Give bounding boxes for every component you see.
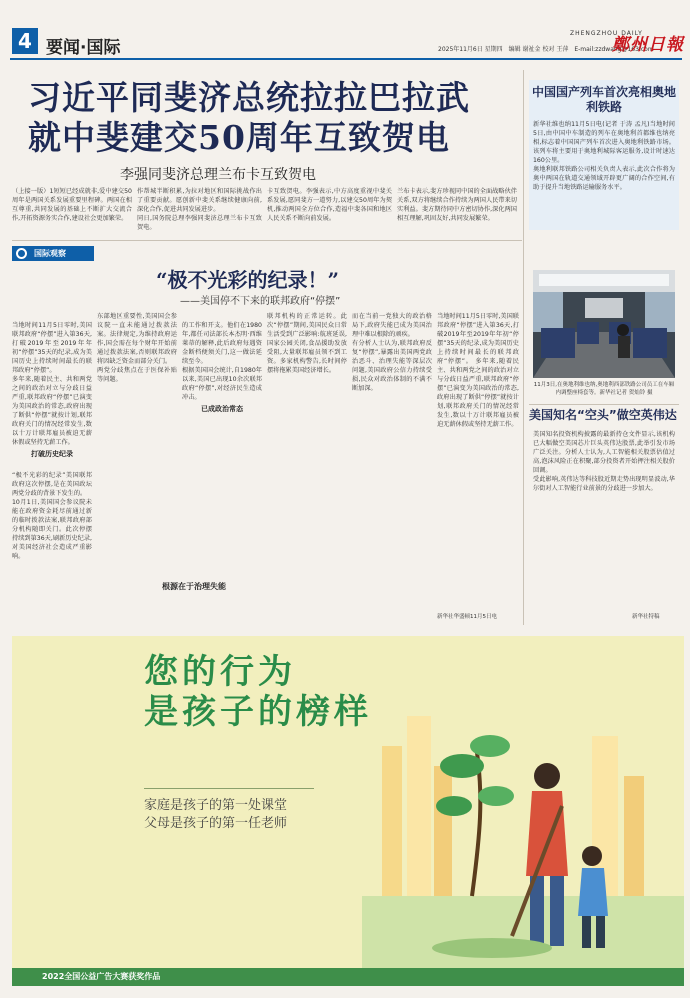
- paper-name-en: ZHENGZHOU DAILY: [570, 30, 643, 37]
- train-headline: 中国国产列车首次亮相奥地利铁路: [531, 85, 676, 114]
- feature-byline: 新华社华盛顿11月5日电: [437, 614, 497, 620]
- feature-column-5: 而在当前一党独大的政治格局下,政府失能已成为美国治理中难以根除的顽疾。 有分析人士认为,联邦政府反复“停摆”,暴露出美国两党政治恶斗、治理失能等深层次问题,美国政府公信力持续受损,民众对政治体制的不满不断加深。: [352, 313, 432, 392]
- feature-column-1: [12, 312, 92, 622]
- lead-column-1: （上接一版）1短短已经成就非,爱中建交50周年是两国关系发展重要里程碑。两国在相互尊重,共同发展的基础上不断扩大交流合作,开拓资源务实合作,建设社会更加繁荣。: [12, 188, 132, 222]
- ad-slogan: [144, 797, 287, 833]
- lead-headline-line2: 就中斐建交50周年互致贺电: [28, 118, 450, 157]
- international-tag: [12, 246, 94, 261]
- ad-rule: [144, 788, 314, 789]
- feature-column-6: 当地时间11月5日零时,美国联邦政府“停摆”进入第36天,打破2019年至2019年年初“停摆”35天的纪录,成为美国历史上持续时间最长的联邦政府“停摆”。 多年来,随着民主、共和两党之间的政治对立与分歧日益严重,联邦政府“停摆”已演变为美国政治的常态,政府出现了断供“停摆”就按计划,联邦政府关门的情况经常发生,数以十万计联邦雇员被迫无薪休假或坚持无薪工作。: [437, 313, 519, 428]
- feature-subhead-2: 已成政治常态: [201, 405, 243, 413]
- nvidia-headline: 美国知名“空头”做空英伟达: [529, 408, 677, 422]
- feature-column-2: 东部地区重要性,美国国会参议院一直未能通过拨款法案。法律规定,为维持政府运作,国会需在每个财年开始前通过拨款法案,否则联邦政府将因缺乏资金而部分关门。 两党分歧焦点在于医保补贴等问题。: [97, 313, 177, 383]
- feature-col4-text: 的工作和开支。他们在1980年,都任司法部长本杰明·西维莱蒂的解释,此后政府每遇资金断档便须关门,这一做法延续至今。 根据美国国会统计,自1980年以来,美国已出现10余次联邦政府“停摆”,对经济民生造成冲击。: [182, 322, 262, 401]
- feature-subhead-1: 打破历史纪录: [31, 450, 73, 458]
- feature-column-3: [182, 312, 262, 622]
- feature-headline: “极不光彩的纪录！”: [156, 268, 340, 292]
- lead-column-2: 作帮城半断积累,为拉对地区和国际挑战作出了重要贡献。愿创新中斐关系继续健康向前,深化合作,促进共同发展进步。 同日,国务院总理李强同斐济总理兰布卡互致贺电。: [137, 188, 262, 231]
- nvidia-story-text: 美国知名投资机构披露的最新持仓文件显示,该机构已大幅做空美国芯片巨头英伟达股票,此举引发市场广泛关注。分析人士认为,人工智能相关股票估值过高,泡沫风险正在积聚,部分投资者开始押注相关股价回调。 受此影响,英伟达等科技股近期走势出现明显波动,华尔街对人工智能行业前景的分歧进一步加大。: [533, 431, 675, 492]
- section-title: 要闻·国际: [46, 38, 121, 58]
- nvidia-byline: 新华社特稿: [632, 614, 660, 620]
- train-story-text: 新华社维也纳11月5日电(记者 于涛 孟凡)当地时间5日,由中国中车制造的列车在奥地利首都维也纳亮相,标志着中国国产列车首次进入奥地利铁路市场。该列车将主要用于奥地利城际客运服务,设计时速达160公里。 奥地利联邦铁路公司相关负责人表示,此次合作将为奥中两国在轨道交通领域开辟更广阔的合作空间,有助于提升当地铁路运输服务水平。: [533, 121, 675, 191]
- feature-column-4: 联邦机构的正常运转。此次“停摆”期间,美国民众日常生活受到广泛影响:航班延误,国家公园关闭,食品援助发放受阻,大量联邦雇员领不到工资。多家机构警告,长时间停摆将拖累美国经济增长。: [267, 313, 347, 374]
- column-divider: [523, 70, 524, 625]
- paper-logo: 鄭州日報: [612, 35, 684, 55]
- globe-icon: [16, 248, 27, 259]
- lead-column-3: 卡互致贺电。李强表示,中方高度重视中斐关系发展,愿同斐方一道努力,以建交50周年为契机,推动两国全方位合作,造福中斐各国和地区人民关系不断向前发展。: [267, 188, 392, 222]
- header-rule: [10, 58, 682, 60]
- ad-footer-text: 2022全国公益广告大赛获奖作品: [42, 972, 161, 981]
- feature-subhead-3: 根源在于治理失能: [162, 582, 226, 591]
- train-photo: [533, 270, 675, 378]
- lead-headline-line1: 习近平同斐济总统拉拉巴拉武: [28, 78, 470, 117]
- lead-column-4: 兰布卡表示,斐方珍视同中国的全面战略伙伴关系,双方将继续合作持续为两国人民带来切实利益。斐方期待同中方密切协作,深化两国相互理解,巩固友好,共同发展繁荣。: [397, 188, 517, 222]
- ad-headline-line2: 是孩子的榜样: [144, 692, 372, 732]
- lead-subheadline: 李强同斐济总理兰布卡互致贺电: [120, 167, 316, 183]
- lead-headline: [28, 78, 508, 158]
- parent-child-planting-illustration: [362, 706, 684, 968]
- ad-slogan-line1: 家庭是孩子的第一处课堂: [144, 798, 288, 813]
- feature-col2-text: “极不光彩的纪录”美国联邦政府这次停摆,是在美国政坛两党分歧的背景下发生的。 10月1日,美国国会参议院未能在政府资金耗尽前通过新的临时拨款法案,联邦政府部分机构随即关门。此次停摆持续到第36天,刷新历史纪录,对美国经济社会造成严重影响。: [12, 472, 92, 560]
- ad-headline: [144, 652, 372, 732]
- train-photo-caption: 11月3日,在奥地利维也纳,奥地利西部铁路公司员工在车厢内调整座椅套等。新华社记者 贺灿铃 摄: [533, 382, 675, 396]
- date-line: 2025年11月6日 星期四 编辑 谢祉金 校对 王萍 E-mail:zzdwang@163.com: [438, 46, 654, 53]
- lead-divider: [12, 240, 522, 241]
- page-header: [0, 0, 690, 62]
- ad-headline-line1: 您的行为: [144, 652, 296, 692]
- feature-col1-text: 当地时间11月5日零时,美国联邦政府“停摆”进入第36天,打破2019年至2019年年初“停摆”35天的纪录,成为美国历史上持续时间最长的联邦政府“停摆”。 多年来,随着民主、共和两党之间的政治对立与分歧日益严重,联邦政府“停摆”已演变为美国政治的常态,政府出现了断供“停摆”就按计划,联邦政府关门的情况经常发生,数以十万计联邦雇员被迫无薪休假或坚持无薪工作。: [12, 322, 92, 446]
- train-interior-image: [533, 270, 675, 378]
- public-service-ad: [12, 636, 684, 986]
- right-divider: [529, 404, 679, 405]
- ad-slogan-line2: 父母是孩子的第一任老师: [144, 816, 288, 831]
- international-tag-label: 国际观察: [34, 249, 66, 258]
- page-number: 4: [12, 28, 38, 54]
- feature-subheadline: ——美国停不下来的联邦政府“停摆”: [180, 296, 341, 307]
